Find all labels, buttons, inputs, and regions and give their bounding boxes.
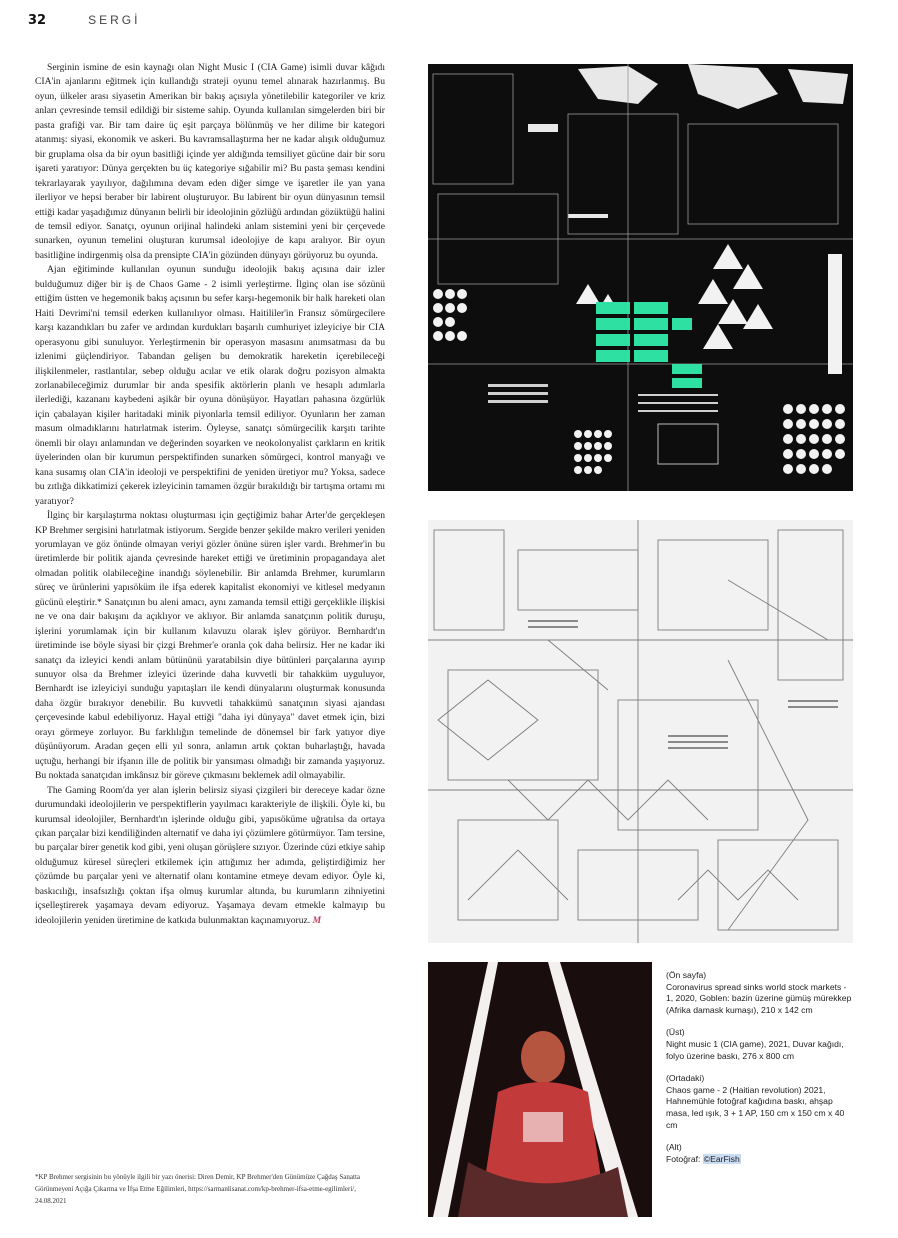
paragraph: Serginin ismine de esin kaynağı olan Night Music I (CIA Game) isimli duvar kâğıdı CIA'in ajanlarını eğitmek için kullandığı strateji oyunu temel alınarak hazırlanmış. Bu oyun, ülkeler arası siyasetin Amerikan bir bakış açısıyla yönetilebilir kategoriler ve kriz anları çevresinde temsil edildiği bir sisteme sahip. Oyunda kullanılan simgelerden biri bir pasta grafiği var. Bir tam daire üç eşit parçaya bölünmüş ve her dilime bir kategori atanmış: siyasi, ekonomik ve askeri. Bu kavramsallaştırma her ne kadar alışık olduğumuz bir gruplama olsa da bir oyun basitliği içinde yer aldığında temsiliyet gücüne dair bir soru işareti yaratıyor: Dünya gerçekten bu üç kategoriye sığabilir mi? Bu pasta şeması kendini tekrarlayarak yayılıyor, dağılımına devam eden diğer simge ve işaretler ile yan yana ilerliyor ve hepsi beraber bir labirent oluşturuyor. Bu labirent bir oyun dünyasının temsil ettiği kadar yaşadığımız dünyanın belirli bir ideolojinin gözlüğü ardından gözüktüğü halini de temsil ediyor. Sanatçı, oyunun orijinal halindeki anlam sistemini yeni bir çerçevede sunarken, oyunun temelini oluşturan kurumsal ideolojiye de kapı aralıyor. Bir oyun basitliğine indirgenmiş olsa da prensipte CIA'in gözünden dünyayı görüyoruz bu oyunda. bbox=[35, 62, 385, 261]
caption-heading: (Ön sayfa) bbox=[666, 970, 707, 980]
caption-text: Chaos game - 2 (Haitian revolution) 2021, Hahnemühle fotoğraf kağıdına baskı, ahşap masa, led ışık, 3 + 1 AP, 150 cm x 150 cm x 40 cm bbox=[666, 1084, 845, 1130]
paragraph: Ajan eğitiminde kullanılan oyunun sunduğu ideolojik bakış açısına dair izler bulduğumuz diğer bir iş de Chaos Game - 2 isimli yerleştirme. İlginç olan ise sözünü ettiğim üstten ve hegemonik bakış açısının bu sefer karşı-hegemonik bir halk hareketi olan Haiti Devrimi'ni temsil ederken kullanılıyor olması. Haitililer'in Fransız sömürgecilere karşı kazandıkları bu zafer ve ardından kurdukları başarılı cumhuriyet izleyiciye bir CIA operasyonu gibi sunuluyor. Yerleştirmenin bir operasyon masasını anımsatması da bu izlenimi güçlendiriyor. Tabandan gelişen bu demokratik hareketin içerebileceği ilişkilenmeler, rastlantılar, sebep olduğu acılar ve etik olarak doğru pozisyon almakta zorlanabileceğimiz durumlar bir anda spesifik aktörlerin planlı ve hesaplı adımlarla ilerlediği, kazananı kaybedeni aşikâr bir oyuna dönüşüyor. Hayatları pahasına özgürlük için çabalayan kişiler haritadaki minik piyonlarla temsil ediliyor. Oyunların her zaman masum olmadıklarını hatırlatmak isterim. Öyleyse, sanatçı sömürgecilik karşıtı tarihte önemli bir olayı anlamından ve değerinden soyarken ve neokolonyalist çarkların en kritik üyelerinden olan bir kurumun perspektifinden sunarken sömürgeci, kontrol manyağı ve kana susamış olan CIA'in ideoloji ve perspektifini de yeniden üretiyor mu? Yoksa, sadece bu zıtlığa dikkatimizi çekerek izleyicinin tamamen özgür bırakıldığı bir tartışma ortamı mı yaratıyor? bbox=[35, 264, 385, 507]
paragraph bbox=[35, 784, 385, 929]
performance-photo bbox=[428, 962, 652, 1217]
credit-link[interactable]: ©EarFish bbox=[703, 1153, 740, 1164]
page-number: 32 bbox=[28, 13, 47, 28]
section-title: SERGİ bbox=[88, 13, 141, 27]
page-header bbox=[28, 13, 140, 33]
caption-heading: (Üst) bbox=[666, 1027, 685, 1038]
image-captions bbox=[666, 970, 856, 1176]
caption-middle bbox=[666, 1073, 856, 1131]
article-body bbox=[35, 61, 385, 928]
caption-credit bbox=[666, 1154, 856, 1166]
credit-label: Fotoğraf: bbox=[666, 1153, 703, 1164]
paragraph-text: The Gaming Room'da yer alan işlerin belirsiz siyasi çizgileri bir dereceye kadar özne durumundaki ideolojilerin ve perspektiflerin yayılmacı karakteriyle de ilişkili. Öyle ki, bu kurumsal ideolojiler, Bernhardt'ın işlerinde olduğu gibi, yapısöküme uğratılsa da ortaya çıkan parçalar bizi kendiliğinden alternatif ve daha iyi çözümlere götürmüyor. Tam tersine, bu parçalar birer genetik kod gibi, yeni oluşan görüşlere sızıyor. Üzerinde cüzi etkiye sahip olduğumuz küresel süreçleri etkilemek için attığımız her adımda, geliştirdiğimiz her çözümde bu parçalar yeni ve alternatif olanı kontamine etmeye devam ediyor. Öyle ki, baskıcılığı, insafsızlığı çoktan ifşa olmuş kurumlar altında, bu kurumların zihniyetini içselleştirerek yaşamaya devam ediyoruz. Yaşamaya devam etmekle kalmayıp bu ideolojilerin yeniden üretimine de katkıda bulunmaktan kaçınamıyoruz. bbox=[35, 784, 385, 926]
caption-top bbox=[666, 1027, 856, 1062]
chaos-game-graphic bbox=[428, 520, 853, 943]
caption-heading: (Ortadaki) bbox=[666, 1073, 705, 1084]
caption-heading: (Alt) bbox=[666, 1142, 682, 1153]
caption-text: Coronavirus spread sinks world stock markets - 1, 2020, Goblen: bazin üzerine gümüş mürekkep (Afrika damask kumaşı), 210 x 142 cm bbox=[666, 981, 852, 1015]
caption-front-page bbox=[666, 970, 856, 1016]
artwork-night-music-image bbox=[428, 64, 853, 491]
performance-photo-graphic bbox=[428, 962, 652, 1217]
night-music-graphic bbox=[428, 64, 853, 491]
caption-bottom bbox=[666, 1142, 856, 1165]
footnote: *KP Brehmer sergisinin bu yönüyle ilgili bir yazı önerisi: Diren Demir, KP Brehmer'den Günümüze Çağdaş Sanatta Görünmeyeni Açığa Çıkarma ve İfşa Etme Eğilimleri, https://sarmanlisanat.com/kp-brehmer-ifsa-etme-egilimleri/, 24.08.2021 bbox=[35, 1173, 360, 1205]
caption-text: Night music 1 (CIA game), 2021, Duvar kağıdı, folyo üzerine baskı, 276 x 800 cm bbox=[666, 1038, 844, 1061]
paragraph: İlginç bir karşılaştırma noktası oluşturması için geçtiğimiz bahar Arter'de gerçekleşen KP Brehmer sergisini hatırlatmak istiyorum. Sergide benzer şekilde makro verileri yeniden yorumlayan ve göz önünde olmayan veriyi gözler önüne süren işler vardı. Brehmer'in bu üretimlerde bir politik ajanda çevresinde hareket ettiği ve üretiminin propagandaya alet olmadan politik olabileceğine inandığı söylenebilir. Bir anlamda Brehmer, kurumların süreç ve ürünlerini yapısöküm ile ifşa ederek kapitalist ekonomiyi ve kitlesel medyanın gücünü eleştirir.* Sanatçının bu aleni amacı, aynı zamanda temsil ettiği gerçeklikle ilişkisi ne ve ona dair bakışını da açıklıyor ve aklıyor. Bir anlamda sanatçının politik duruşu, işlerini yorumlamak için bir kullanım kılavuzu olarak işlev görüyor. Bernhardt'ın üretiminde ise böyle siyasi bir çizgi Brehmer'e oranla çok daha belirsiz. Her ne kadar iki sanatçı da izleyici kendi anlam bütününü yaratabilsin diye bütünleri parçalarına ayırıp sunuyor olsa da Brehmer izleyici üzerinde daha kuvvetli bir tahakküm uyguluyor, Bernhardt ise izleyiciyi sunduğu yapıtaşları ile kendi dünyalarını oluşturmak konusunda daha özgür bırakıyor denebilir. Bu kuvvetli tahakkümü sanatçının siyasi ajandası çerçevesinde kabul edebiliyoruz. Hayal ettiği "daha iyi dünyaya" davet etmek için, bizi orayı görmeye zorluyor. Bu farklılığın temelinde de dönemsel bir fark yatıyor diye düşünüyorum. Aradan geçen elli yıl sonra, anlamın artık çoktan buharlaştığı, havada uçtuğu, herhangi bir ifşanın ille de politik bir yansıması olmadığı bir zamanda yaşıyoruz. Bu noktada sanatçıdan imkânsız bir göreve çıkmasını beklemek adil olmayabilir. bbox=[35, 510, 385, 782]
artwork-chaos-game-image bbox=[428, 520, 853, 943]
end-mark: M bbox=[312, 914, 322, 926]
